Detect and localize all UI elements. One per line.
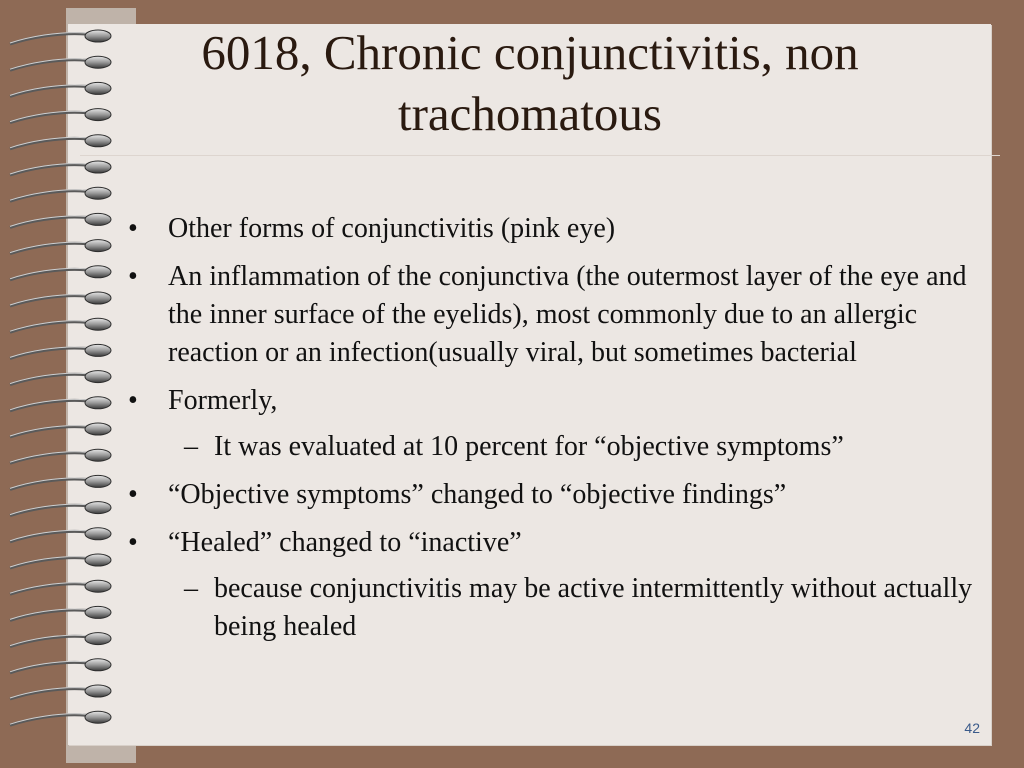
binding-ring [10,30,111,44]
binding-ring [10,711,111,725]
binding-ring [10,266,111,280]
binding-ring [10,449,111,463]
binding-ring [10,82,111,96]
slide-title: 6018, Chronic conjunctivitis, non trachomatous [201,25,859,141]
binding-ring [10,187,111,201]
binding-ring [10,397,111,411]
binding-ring [10,554,111,568]
binding-ring [10,292,111,306]
binding-ring [10,213,111,227]
binding-ring [10,659,111,673]
binding-ring [10,240,111,254]
binding-ring [10,580,111,594]
bullet-item: • An inflammation of the conjunctiva (the outermost layer of the eye and the inner surface of the eyelids), most commonly due to an allergic reaction or an infection(usually viral, but sometimes bacterial [126,258,986,372]
binding-ring [10,344,111,358]
binding-ring [10,135,111,149]
binding-ring [10,685,111,699]
binding-ring [10,423,111,437]
binding-ring [10,318,111,332]
bullet-item: • Other forms of conjunctivitis (pink eye) [126,210,986,248]
bullet-item: • Formerly, [126,382,986,420]
bullet-list [126,200,986,646]
sub-bullet-item: – because conjunctivitis may be active intermittently without actually being healed [126,570,986,646]
bullet-item: • “Objective symptoms” changed to “objective findings” [126,476,986,514]
page-number: 42 [964,720,980,736]
binding-ring [10,161,111,175]
bullet-item: • “Healed” changed to “inactive” [126,524,986,562]
binding-ring [10,502,111,516]
sub-bullet-item: – It was evaluated at 10 percent for “objective symptoms” [126,428,986,466]
title-divider [80,155,1000,156]
binding-ring [10,371,111,385]
binding-ring [10,528,111,542]
binding-ring [10,633,111,647]
binding-ring [10,606,111,620]
binding-ring [10,109,111,123]
binding-ring [10,475,111,489]
binding-ring [10,56,111,70]
